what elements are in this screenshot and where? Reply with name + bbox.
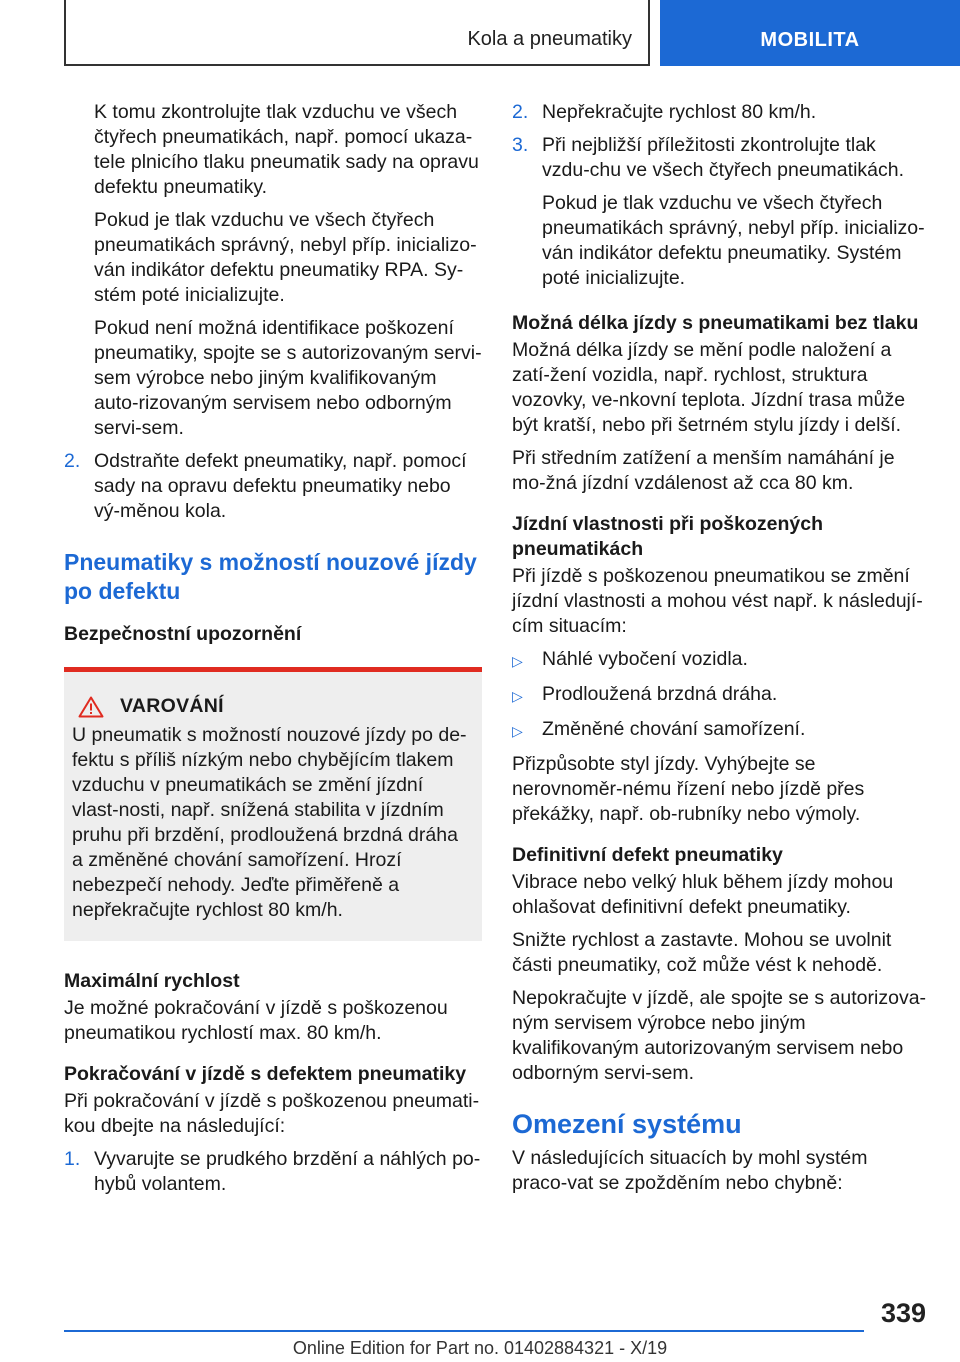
list-item bbox=[512, 133, 928, 291]
section-heading: Pneumatiky s možností nouzové jízdy po defektu bbox=[64, 549, 477, 604]
section-heading: Omezení systému bbox=[512, 1109, 742, 1139]
list-text: Při nejbližší příležitosti zkontrolujte tlak vzdu-chu ve všech čtyřech pneumatikách. bbox=[542, 134, 905, 181]
header-frame bbox=[64, 0, 650, 66]
paragraph: Při pokračování v jízdě s poškozenou pneumati-kou dbejte na následující: bbox=[64, 1090, 480, 1137]
section-title: Kola a pneumatiky bbox=[467, 28, 632, 50]
bullet-text: Prodloužená brzdná dráha. bbox=[542, 683, 778, 705]
list-number: 2. bbox=[512, 101, 529, 123]
subsection-heading: Možná délka jízdy s pneumatikami bez tlaku bbox=[512, 312, 919, 334]
bullet-triangle-icon: ▷ bbox=[512, 653, 523, 669]
paragraph: Nepokračujte v jízdě, ale spojte se s autorizova-ným servisem výrobce nebo jiným kvalifikovaným autorizovaným servisem nebo odborným servi-sem. bbox=[512, 987, 927, 1084]
list-subtext: Pokud je tlak vzduchu ve všech čtyřech pneumatikách správný, nebyl příp. inicializo-ván indikátor defektu pneumatiky. Systém poté inicializujte. bbox=[542, 192, 925, 289]
paragraph: Možná délka jízdy se mění podle naložení a zatí-žení vozidla, např. rychlost, struktura vozovky, ve-nkovní teplota. Jízdní trasa může být kratší, nebo při šetrném stylu jízdy i delší. bbox=[512, 339, 906, 436]
bullet-item bbox=[512, 717, 928, 744]
page-header bbox=[64, 0, 960, 66]
page-number: 339 bbox=[880, 1298, 926, 1328]
bullet-triangle-icon: ▷ bbox=[512, 688, 523, 704]
warning-box bbox=[64, 667, 482, 941]
warning-header bbox=[72, 694, 472, 719]
list-item bbox=[64, 1147, 482, 1197]
list-number: 2. bbox=[64, 450, 81, 472]
subsection-heading: Maximální rychlost bbox=[64, 970, 240, 992]
edition-note: Online Edition for Part no. 01402884321 - X/19 bbox=[292, 1338, 668, 1358]
chapter-tab: MOBILITA bbox=[660, 0, 960, 66]
warning-text: U pneumatik s možností nouzové jízdy po de-fektu s příliš nízkým nebo chybějícím tlakem vzduchu v pneumatikách se změní jízdní vlast-nosti, např. snížená stabilita v jízdním pruhu při brzdění, prodloužená brzdná dráha a změněné chování samořízení. Hrozí nebezpečí nehody. Jeďte přiměřeně a nepřekračujte rychlost 80 km/h. bbox=[72, 724, 467, 921]
bullet-text: Náhlé vybočení vozidla. bbox=[542, 648, 748, 670]
list-number: 1. bbox=[64, 1148, 81, 1170]
list-text: Vyvarujte se prudkého brzdění a náhlých po-hybů volantem. bbox=[94, 1148, 481, 1195]
paragraph: Vibrace nebo velký hluk během jízdy mohou ohlašovat definitivní defekt pneumatiky. bbox=[512, 871, 894, 918]
right-column bbox=[512, 100, 928, 1204]
footer-divider bbox=[64, 1330, 864, 1332]
list-number: 3. bbox=[512, 134, 529, 156]
subsection-heading: Bezpečnostní upozornění bbox=[64, 623, 302, 645]
list-text: Odstraňte defekt pneumatiky, např. pomocí sady na opravu defektu pneumatiky nebo vý-měnou kola. bbox=[94, 450, 467, 522]
paragraph: Při středním zatížení a menším namáhání je mo-žná jízdní vzdálenost až cca 80 km. bbox=[512, 447, 895, 494]
warning-triangle-icon bbox=[78, 696, 104, 718]
list-body bbox=[542, 133, 928, 291]
list-item bbox=[64, 449, 482, 524]
paragraph: V následujících situacích by mohl systém praco-vat se zpožděním nebo chybně: bbox=[512, 1147, 868, 1194]
list-text: Nepřekračujte rychlost 80 km/h. bbox=[542, 101, 817, 123]
subsection-heading: Definitivní defekt pneumatiky bbox=[512, 844, 783, 866]
paragraph: Snižte rychlost a zastavte. Mohou se uvolnit části pneumatiky, což může vést k nehodě. bbox=[512, 929, 892, 976]
paragraph: Je možné pokračování v jízdě s poškozenou pneumatikou rychlostí max. 80 km/h. bbox=[64, 997, 448, 1044]
left-column bbox=[64, 100, 482, 1205]
paragraph: K tomu zkontrolujte tlak vzduchu ve všech čtyřech pneumatikách, např. pomocí ukaza-tele plnicího tlaku pneumatik sady na opravu defektu pneumatiky. bbox=[94, 101, 479, 198]
list-item bbox=[512, 100, 928, 125]
bullet-text: Změněné chování samořízení. bbox=[542, 718, 806, 740]
subsection-heading: Pokračování v jízdě s defektem pneumatiky bbox=[64, 1063, 467, 1085]
paragraph: Pokud není možná identifikace poškození pneumatiky, spojte se s autorizovaným servi-sem výrobce nebo jiným kvalifikovaným auto-rizovaným servisem nebo odborným servi-sem. bbox=[94, 317, 482, 439]
subsection-heading: Jízdní vlastnosti při poškozených pneumatikách bbox=[512, 513, 823, 560]
paragraph: Pokud je tlak vzduchu ve všech čtyřech pneumatikách správný, nebyl příp. inicializo-ván indikátor defektu pneumatiky RPA. Sy-stém poté inicializujte. bbox=[94, 209, 477, 306]
paragraph: Při jízdě s poškozenou pneumatikou se změní jízdní vlastnosti a mohou vést např. k následují-cím situacím: bbox=[512, 565, 923, 637]
bullet-item bbox=[512, 647, 928, 674]
paragraph: Přizpůsobte styl jízdy. Vyhýbejte se nerovnoměr-nému řízení nebo jízdě přes překážky, např. ob-rubníky nebo výmoly. bbox=[512, 753, 865, 825]
warning-title: VAROVÁNÍ bbox=[120, 695, 224, 717]
bullet-item bbox=[512, 682, 928, 709]
bullet-triangle-icon: ▷ bbox=[512, 723, 523, 739]
